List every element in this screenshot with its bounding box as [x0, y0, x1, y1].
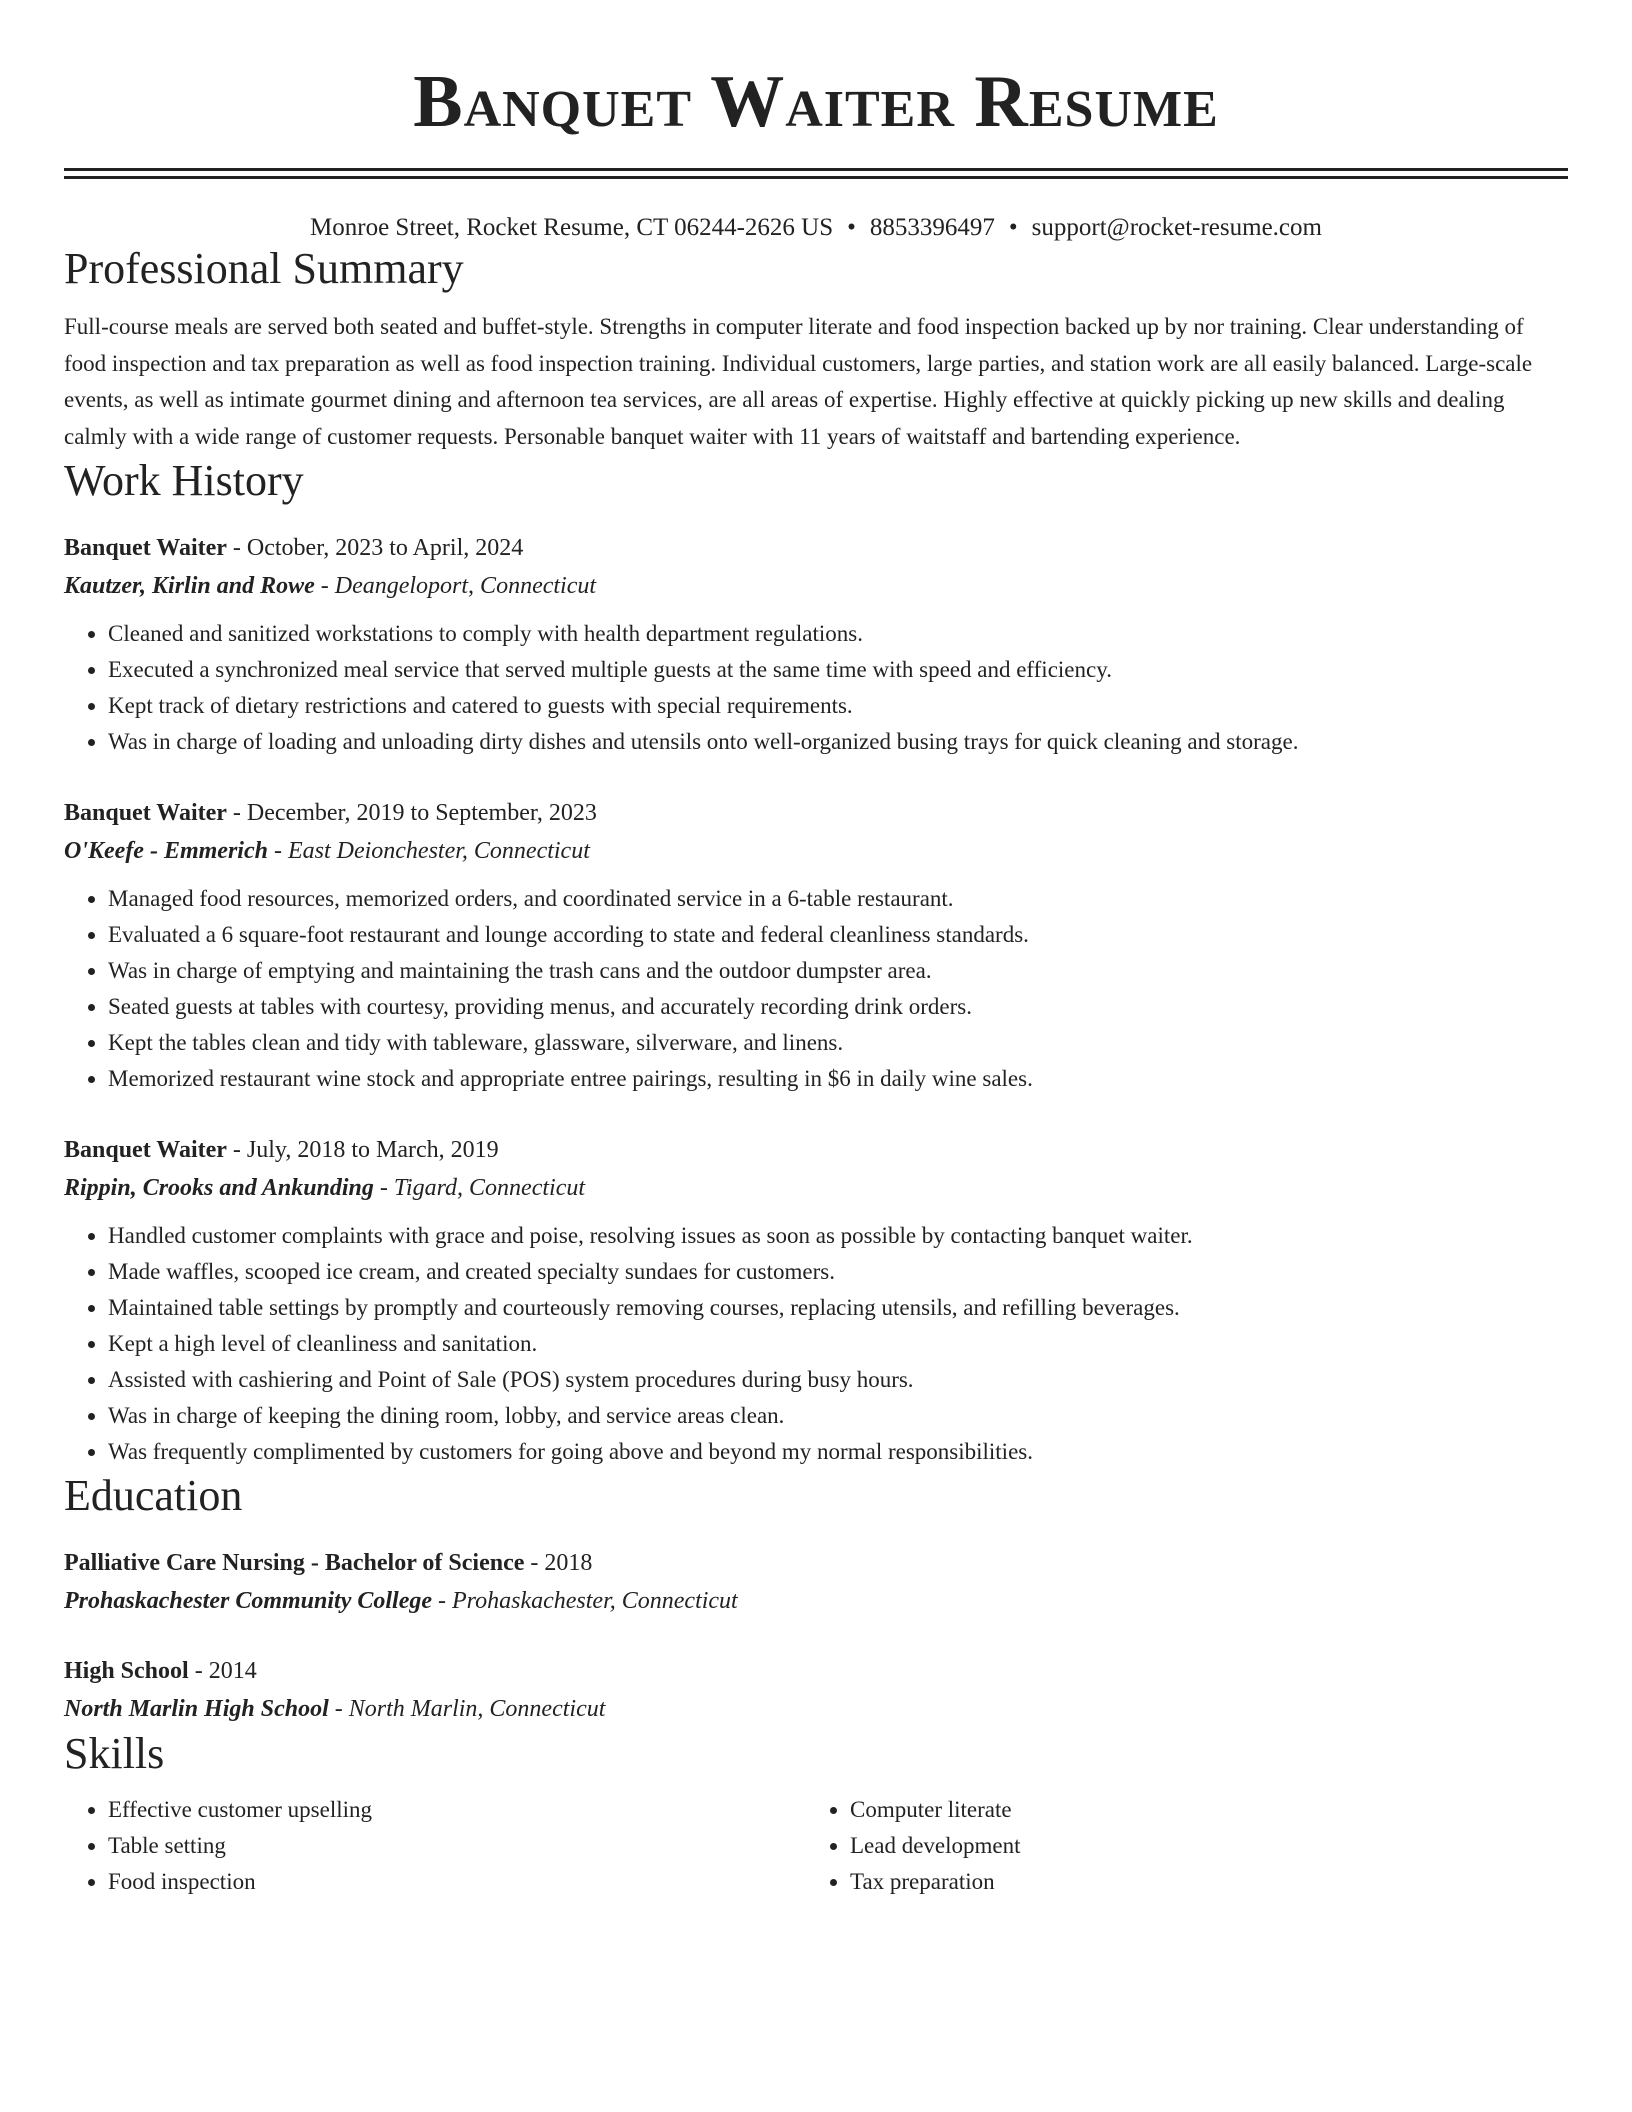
job-duty: • Evaluated a 6 square-foot restaurant and lounge according to state and federal cleanliness standards.: [108, 917, 1568, 953]
contact-email: support@rocket-resume.com: [1031, 214, 1322, 241]
job-title-line: [64, 794, 1568, 832]
skills-list-right: [806, 1792, 1548, 1900]
job-duty: • Managed food resources, memorized orders, and coordinated service in a 6-table restaurant.: [108, 881, 1568, 917]
contact-line: [64, 213, 1568, 243]
education-school-line: [64, 1690, 1568, 1728]
education-year: - 2018: [524, 1550, 593, 1576]
job-duty: • Maintained table settings by promptly and courteously removing courses, replacing utensils, and refilling beverages.: [108, 1290, 1568, 1326]
education-heading: Education: [64, 1471, 243, 1520]
skill-item: • Computer literate: [850, 1792, 1548, 1828]
summary-heading: Professional Summary: [64, 244, 464, 293]
job-duty: • Kept a high level of cleanliness and sanitation.: [108, 1326, 1568, 1362]
education-school-line: [64, 1582, 1568, 1620]
job-employer-line: [64, 567, 1568, 605]
education-degree: Palliative Care Nursing - Bachelor of Science: [64, 1550, 525, 1576]
job-entry: [64, 1131, 1568, 1470]
education-location: - Prohaskachester, Connecticut: [432, 1588, 738, 1614]
skill-item: • Lead development: [850, 1828, 1548, 1864]
contact-phone: 8853396497: [869, 214, 995, 241]
job-entry: [64, 529, 1568, 760]
job-employer: O'Keefe - Emmerich: [64, 838, 268, 864]
job-location: - East Deionchester, Connecticut: [267, 838, 590, 864]
job-title: Banquet Waiter: [64, 535, 227, 561]
job-duty: • Made waffles, scooped ice cream, and created specialty sundaes for customers.: [108, 1254, 1568, 1290]
education-location: - North Marlin, Connecticut: [328, 1696, 606, 1722]
education-degree-line: [64, 1544, 1568, 1582]
job-location: - Tigard, Connecticut: [373, 1175, 586, 1201]
education-entry: [64, 1544, 1568, 1620]
skills-columns: [64, 1792, 1568, 1900]
job-duty: • Kept track of dietary restrictions and catered to guests with special requirements.: [108, 688, 1568, 724]
job-duty: • Was frequently complimented by customers for going above and beyond my normal responsibilities.: [108, 1434, 1568, 1470]
job-duties-list: [64, 1218, 1568, 1470]
job-title: Banquet Waiter: [64, 1137, 227, 1163]
contact-separator: •: [847, 214, 856, 241]
job-employer-line: [64, 1169, 1568, 1207]
contact-separator: •: [1008, 214, 1018, 241]
page-title: Banquet Waiter Resume: [413, 61, 1219, 143]
skill-item: • Effective customer upselling: [108, 1792, 806, 1828]
skill-item: • Tax preparation: [850, 1864, 1548, 1900]
job-duty: • Was in charge of keeping the dining room, lobby, and service areas clean.: [108, 1398, 1568, 1434]
skills-heading: Skills: [64, 1729, 165, 1778]
education-degree: High School: [64, 1658, 189, 1684]
job-dates: - July, 2018 to March, 2019: [226, 1137, 499, 1163]
job-entry: [64, 794, 1568, 1097]
job-title-line: [64, 1131, 1568, 1169]
skill-item: • Food inspection: [108, 1864, 806, 1900]
job-duty: • Executed a synchronized meal service that served multiple guests at the same time with speed and efficiency.: [108, 652, 1568, 688]
job-duty: • Handled customer complaints with grace and poise, resolving issues as soon as possible by contacting banquet waiter.: [108, 1218, 1568, 1254]
education-degree-line: [64, 1652, 1568, 1690]
job-title: Banquet Waiter: [64, 800, 227, 826]
job-duty: • Kept the tables clean and tidy with tableware, glassware, silverware, and linens.: [108, 1025, 1568, 1061]
job-duties-list: [64, 616, 1568, 760]
education-year: - 2014: [188, 1658, 257, 1684]
job-dates: - October, 2023 to April, 2024: [226, 535, 524, 561]
job-duty: • Assisted with cashiering and Point of Sale (POS) system procedures during busy hours.: [108, 1362, 1568, 1398]
education-entry: [64, 1652, 1568, 1728]
job-employer-line: [64, 832, 1568, 870]
work-history-heading: Work History: [64, 456, 304, 505]
job-employer: Rippin, Crooks and Ankunding: [64, 1175, 374, 1201]
job-duty: • Cleaned and sanitized workstations to comply with health department regulations.: [108, 616, 1568, 652]
job-duty: • Was in charge of loading and unloading dirty dishes and utensils onto well-organized busing trays for quick cleaning and storage.: [108, 724, 1568, 760]
title-divider-bottom: [64, 176, 1568, 179]
skills-list-left: [64, 1792, 806, 1900]
education-school: Prohaskachester Community College: [64, 1588, 433, 1614]
job-duty: • Seated guests at tables with courtesy, providing menus, and accurately recording drink orders.: [108, 989, 1568, 1025]
summary-text: Full-course meals are served both seated and buffet-style. Strengths in computer literate and food inspection backed up by nor training. Clear understanding of food inspection and tax preparation as well as food inspection training. Individual customers, large parties, and station work are all easily balanced. Large-scale events, as well as intimate gourmet dining and afternoon tea services, are all areas of expertise. Highly effective at quickly picking up new skills and dealing calmly with a wide range of customer requests. Personable banquet waiter with 11 years of waitstaff and bartending experience.: [64, 314, 1533, 449]
job-dates: - December, 2019 to September, 2023: [226, 800, 597, 826]
education-school: North Marlin High School: [64, 1696, 329, 1722]
job-location: - Deangeloport, Connecticut: [314, 573, 597, 599]
job-duties-list: [64, 881, 1568, 1097]
job-duty: • Was in charge of emptying and maintaining the trash cans and the outdoor dumpster area.: [108, 953, 1568, 989]
job-title-line: [64, 529, 1568, 567]
job-employer: Kautzer, Kirlin and Rowe: [64, 573, 315, 599]
title-divider-top: [64, 168, 1568, 171]
skill-item: • Table setting: [108, 1828, 806, 1864]
job-duty: • Memorized restaurant wine stock and appropriate entree pairings, resulting in $6 in daily wine sales.: [108, 1061, 1568, 1097]
contact-address: Monroe Street, Rocket Resume, CT 06244-2626 US: [310, 214, 834, 241]
